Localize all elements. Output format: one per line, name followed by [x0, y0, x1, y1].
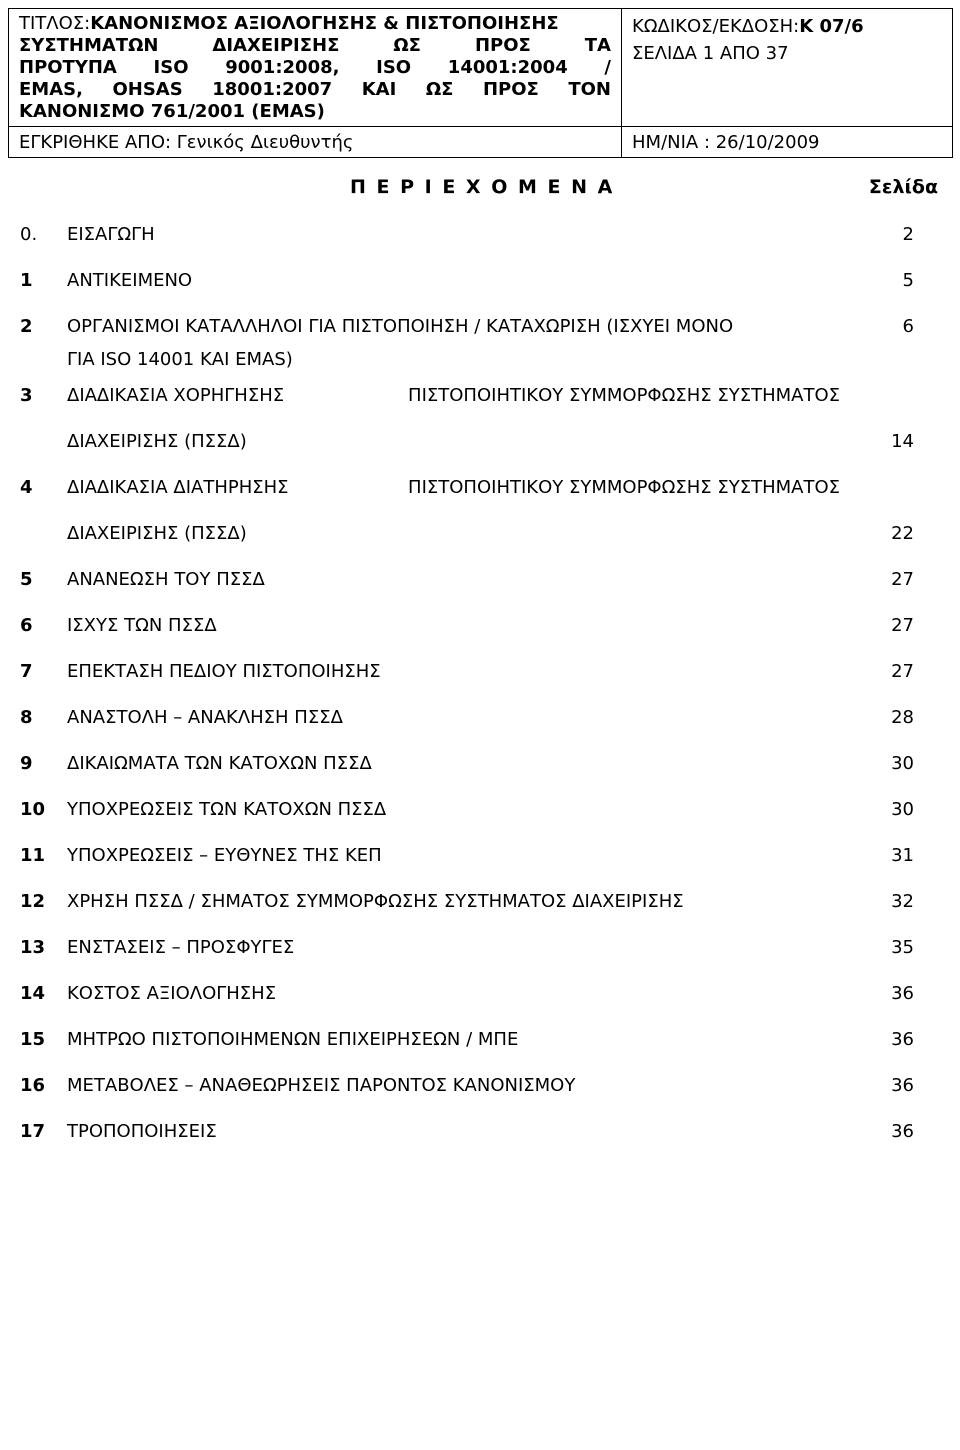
toc-entry-number: 16: [20, 1075, 46, 1096]
title-line-5: ΚΑΝΟΝΙΣΜΟ 761/2001 (EMAS): [19, 101, 325, 122]
toc-entry-page: 35: [891, 937, 914, 958]
toc-title: Π Ε Ρ Ι Ε Χ Ο Μ Ε Ν Α: [350, 176, 615, 198]
toc-entry-text-a: ΔΙΑΔΙΚΑΣΙΑ ΔΙΑΤΗΡΗΣΗΣ: [67, 477, 289, 498]
toc-entry-text: ΕΠΕΚΤΑΣΗ ΠΕΔΙΟΥ ΠΙΣΤΟΠΟΙΗΣΗΣ: [67, 661, 381, 682]
toc-entry-number: 13: [20, 937, 46, 958]
approved-by: ΕΓΚΡΙΘΗΚΕ ΑΠΟ: Γενικός Διευθυντής: [19, 131, 354, 153]
toc-entry-page: 22: [891, 523, 914, 544]
toc-entry-number: 8: [20, 707, 33, 728]
toc-entry-page: 36: [891, 983, 914, 1004]
toc-entry-page: 36: [891, 1121, 914, 1142]
toc-entry-text: ΟΡΓΑΝΙΣΜΟΙ ΚΑΤΑΛΛΗΛΟΙ ΓΙΑ ΠΙΣΤΟΠΟΙΗΣΗ / ΚΑΤΑΧΩΡΙΣΗ (ΙΣΧΥΕΙ ΜΟΝΟ: [67, 316, 734, 337]
toc-entry-page: 2: [902, 224, 914, 245]
toc-entry-text: ΑΝΤΙΚΕΙΜΕΝΟ: [67, 270, 193, 291]
toc-entry-page: 28: [891, 707, 914, 728]
header-date-cell: [622, 127, 953, 158]
toc-entry-page: 32: [891, 891, 914, 912]
title-line-1: ΚΑΝΟΝΙΣΜΟΣ ΑΞΙΟΛΟΓΗΣΗΣ & ΠΙΣΤΟΠΟΙΗΣΗΣ: [90, 13, 559, 34]
toc-entry-text: [67, 385, 840, 407]
toc-entry-text: ΚΟΣΤΟΣ ΑΞΙΟΛΟΓΗΣΗΣ: [67, 983, 277, 1004]
code-value: Κ 07/6: [799, 16, 864, 37]
toc-entry-number: 6: [20, 615, 33, 636]
toc-entry-text-line2: ΓΙΑ ISO 14001 ΚΑΙ EMAS): [67, 349, 293, 370]
title-label: ΤΙΤΛΟΣ:: [19, 13, 91, 34]
toc-entry-page: 5: [902, 270, 914, 291]
toc-entry-number: 4: [20, 477, 33, 498]
toc-entry-number: 10: [20, 799, 46, 820]
toc-heading: [0, 176, 960, 202]
toc-entry-text-a: ΔΙΑΔΙΚΑΣΙΑ ΧΟΡΗΓΗΣΗΣ: [67, 385, 285, 406]
toc-entry-number: 3: [20, 385, 33, 406]
toc-entry-page: 36: [891, 1075, 914, 1096]
toc-entry-text: ΑΝΑΣΤΟΛΗ – ΑΝΑΚΛΗΣΗ ΠΣΣΔ: [67, 707, 343, 728]
toc-entry-page: 27: [891, 661, 914, 682]
toc-entry-page: 27: [891, 569, 914, 590]
title-line-4: EMAS, OHSAS 18001:2007 ΚΑΙ ΩΣ ΠΡΟΣ ΤΟΝ: [19, 79, 611, 100]
toc-entry-text: ΥΠΟΧΡΕΩΣΕΙΣ ΤΩΝ ΚΑΤΟΧΩΝ ΠΣΣΔ: [67, 799, 387, 820]
toc-entry-text: ΙΣΧΥΣ ΤΩΝ ΠΣΣΔ: [67, 615, 217, 636]
toc-entry-text-line2: ΔΙΑΧΕΙΡΙΣΗΣ (ΠΣΣΔ): [67, 523, 247, 544]
header-approved-cell: [9, 127, 622, 158]
toc-entry-page: 31: [891, 845, 914, 866]
toc-entry-page: 14: [891, 431, 914, 452]
toc-entry-text: ΧΡΗΣΗ ΠΣΣΔ / ΣΗΜΑΤΟΣ ΣΥΜΜΟΡΦΩΣΗΣ ΣΥΣΤΗΜΑΤΟΣ ΔΙΑΧΕΙΡΙΣΗΣ: [67, 891, 684, 912]
toc-entry-text: ΕΙΣΑΓΩΓΗ: [67, 224, 155, 245]
toc-entry-text: ΔΙΚΑΙΩΜΑΤΑ ΤΩΝ ΚΑΤΟΧΩΝ ΠΣΣΔ: [67, 753, 372, 774]
toc-entry-page: 30: [891, 799, 914, 820]
header-title-cell: [9, 9, 622, 127]
toc-page-label: Σελίδα: [868, 176, 938, 198]
toc-entry-text: ΜΗΤΡΩΟ ΠΙΣΤΟΠΟΙΗΜΕΝΩΝ ΕΠΙΧΕΙΡΗΣΕΩΝ / ΜΠΕ: [67, 1029, 519, 1050]
toc-entry-text-b: ΠΙΣΤΟΠΟΙΗΤΙΚΟΥ ΣΥΜΜΟΡΦΩΣΗΣ ΣΥΣΤΗΜΑΤΟΣ: [408, 477, 840, 498]
document-header: [8, 8, 953, 158]
toc-entry-page: 30: [891, 753, 914, 774]
toc-entry-number: 12: [20, 891, 46, 912]
header-code-cell: [622, 9, 953, 127]
document-title: [9, 9, 621, 125]
toc-entry-number: 17: [20, 1121, 46, 1142]
title-line-2: ΣΥΣΤΗΜΑΤΩΝ ΔΙΑΧΕΙΡΙΣΗΣ ΩΣ ΠΡΟΣ ΤΑ: [19, 35, 611, 56]
toc-entry-text: [67, 477, 840, 499]
toc-entry-number: 11: [20, 845, 46, 866]
toc-entry-text: ΜΕΤΑΒΟΛΕΣ – ΑΝΑΘΕΩΡΗΣΕΙΣ ΠΑΡΟΝΤΟΣ ΚΑΝΟΝΙΣΜΟΥ: [67, 1075, 576, 1096]
toc-entry-number: 1: [20, 270, 33, 291]
toc-entry-text: ΑΝΑΝΕΩΣΗ ΤΟΥ ΠΣΣΔ: [67, 569, 265, 590]
toc-entry-number: 7: [20, 661, 33, 682]
page-info: ΣΕΛΙΔΑ 1 ΑΠΟ 37: [632, 43, 789, 64]
toc-entry-page: 6: [902, 316, 914, 337]
toc-entry-text: ΤΡΟΠΟΠΟΙΗΣΕΙΣ: [67, 1121, 217, 1142]
document-date: ΗΜ/ΝΙΑ : 26/10/2009: [632, 131, 820, 153]
title-line-3: ΠΡΟΤΥΠΑ ISO 9001:2008, ISO 14001:2004 /: [19, 57, 611, 78]
toc-entry-number: 9: [20, 753, 33, 774]
toc-entry-number: 2: [20, 316, 33, 337]
toc-entry-number: 15: [20, 1029, 46, 1050]
toc-entry-text: ΕΝΣΤΑΣΕΙΣ – ΠΡΟΣΦΥΓΕΣ: [67, 937, 295, 958]
toc-entry-number: 14: [20, 983, 46, 1004]
toc-entry-number: 5: [20, 569, 33, 590]
toc-entry-page: 27: [891, 615, 914, 636]
toc-entry-text: ΥΠΟΧΡΕΩΣΕΙΣ – ΕΥΘΥΝΕΣ ΤΗΣ ΚΕΠ: [67, 845, 382, 866]
toc-entry-text-line2: ΔΙΑΧΕΙΡΙΣΗΣ (ΠΣΣΔ): [67, 431, 247, 452]
toc-entry-page: 36: [891, 1029, 914, 1050]
toc-entry-number: 0.: [20, 224, 38, 245]
code-label: ΚΩΔΙΚΟΣ/ΕΚΔΟΣΗ:: [632, 16, 800, 37]
toc-entry-text-b: ΠΙΣΤΟΠΟΙΗΤΙΚΟΥ ΣΥΜΜΟΡΦΩΣΗΣ ΣΥΣΤΗΜΑΤΟΣ: [408, 385, 840, 406]
